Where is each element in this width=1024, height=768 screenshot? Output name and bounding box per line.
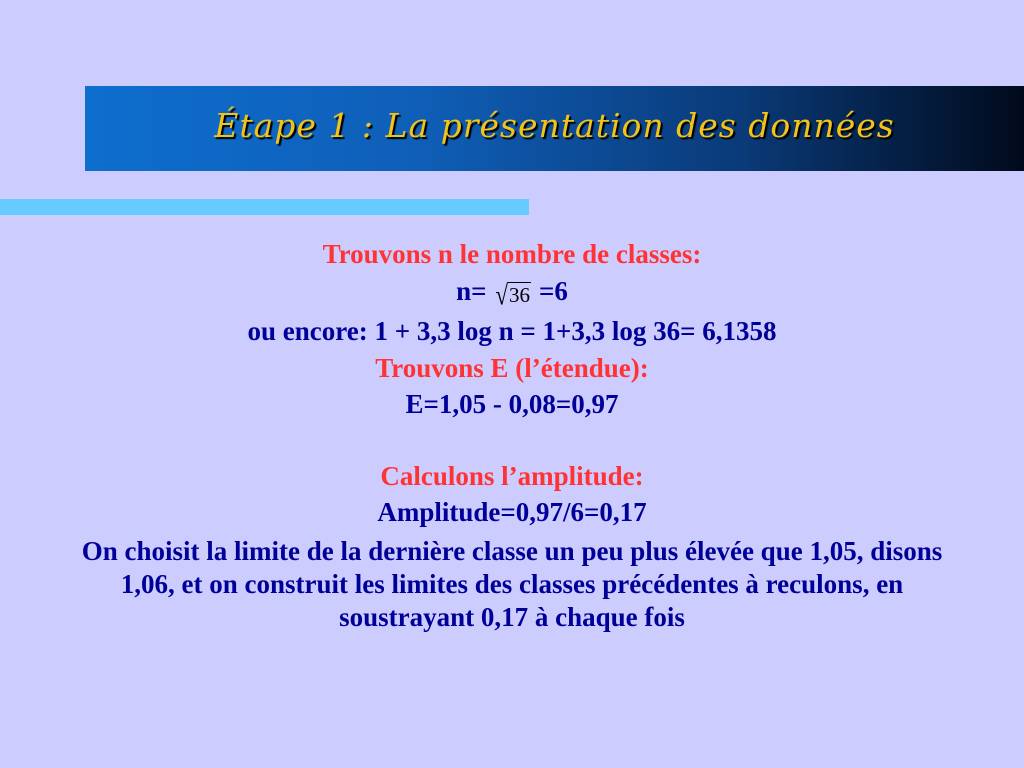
formula-n-prefix: n= [456, 275, 487, 306]
radical-sign-icon: √ [495, 278, 509, 311]
sqrt-radicand: 36 [509, 282, 531, 307]
heading-amplitude: Calculons l’amplitude: [380, 460, 644, 491]
formula-encore: ou encore: 1 + 3,3 log n = 1+3,3 log 36= 6,1358 [247, 316, 777, 346]
slide-title: Étape 1 : La présentation des données [214, 106, 895, 145]
explanation-paragraph: On choisit la limite de la dernière classe un peu plus élevée que 1,05, disons 1,06, et on construit les limites des classes précédentes à reculons, en soustrayant 0,17 à chaque fois [81, 535, 943, 632]
formula-n [60, 273, 964, 314]
heading-nombre-classes: Trouvons n le nombre de classes: [322, 239, 702, 269]
sqrt-expression [496, 277, 531, 314]
formula-n-suffix: =6 [539, 275, 568, 306]
formula-etendue: E=1,05 - 0,08=0,97 [405, 389, 619, 419]
heading-etendue: Trouvons E (l’étendue): [375, 352, 649, 383]
title-band [85, 86, 1024, 171]
formula-amplitude: Amplitude=0,97/6=0,17 [377, 497, 647, 527]
spacer [60, 423, 964, 458]
slide-content [60, 236, 964, 634]
accent-bar [0, 199, 529, 215]
